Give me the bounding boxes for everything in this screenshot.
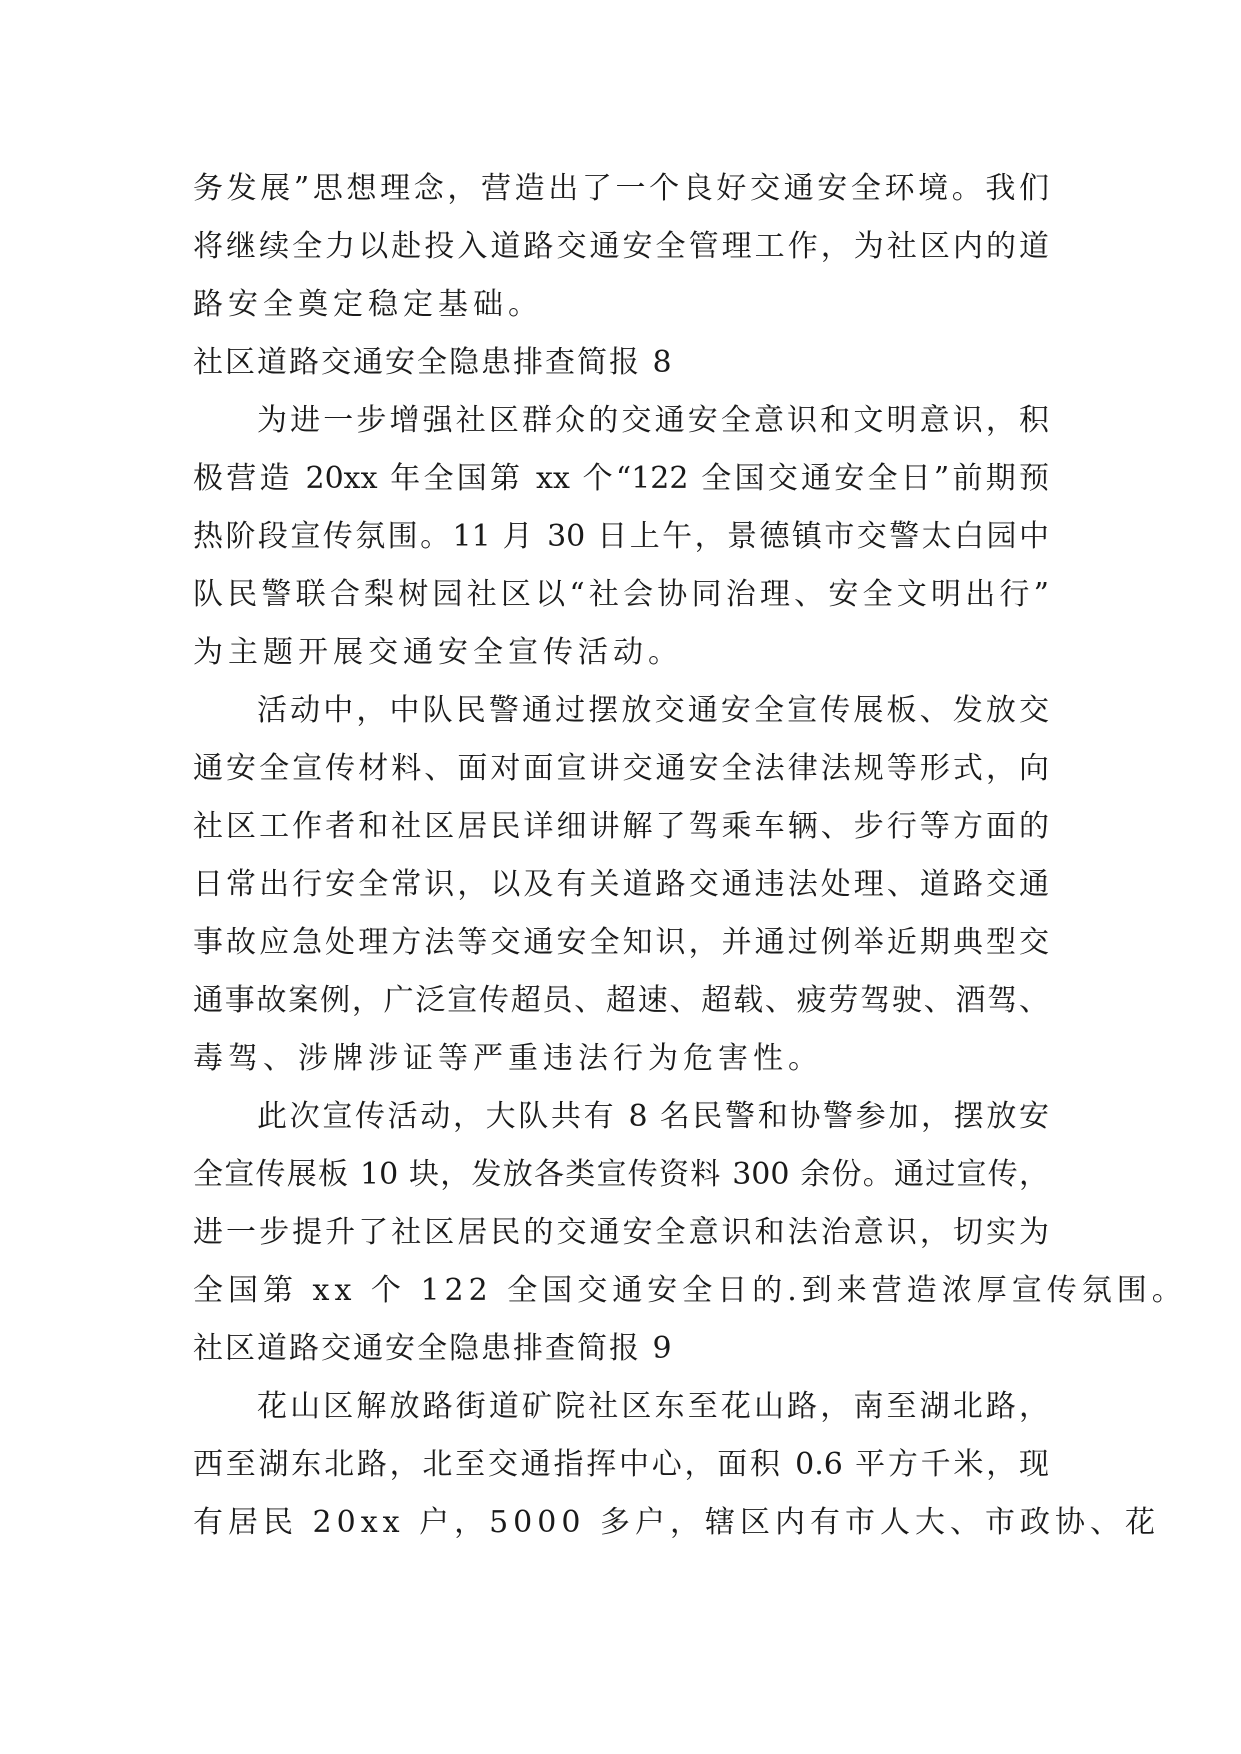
text-line: 事故应急处理方法等交通安全知识，并通过例举近期典型交 [193,925,1049,960]
paragraph-intro-8 [193,392,1049,682]
text-line: 社区工作者和社区居民详细讲解了驾乘车辆、步行等方面的 [193,809,1049,844]
paragraph-intro-9 [193,1378,1160,1552]
text-line: 热阶段宣传氛围。11 月 30 日上午，景德镇市交警太白园中 [193,519,1049,554]
paragraph-continued [193,160,1049,334]
text-line: 将继续全力以赴投入道路交通安全管理工作，为社区内的道 [193,229,1049,264]
text-line: 队民警联合梨树园社区以“社会协同治理、安全文明出行” [193,577,1049,612]
text-line: 西至湖东北路，北至交通指挥中心，面积 0.6 平方千米，现 [193,1447,1049,1482]
text-line: 日常出行安全常识，以及有关道路交通违法处理、道路交通 [193,867,1049,902]
text-line: 务发展”思想理念，营造出了一个良好交通安全环境。我们 [193,171,1049,206]
document-body [193,160,1187,1552]
text-line: 毒驾、涉牌涉证等严重违法行为危害性。 [193,1041,823,1076]
section-heading-8: 社区道路交通安全隐患排查简报 8 [193,345,674,380]
text-line: 为主题开展交通安全宣传活动。 [193,635,683,670]
text-line: 活动中，中队民警通过摆放交通安全宣传展板、发放交 [257,693,1049,728]
text-line: 极营造 20xx 年全国第 xx 个“122 全国交通安全日”前期预 [193,461,1049,496]
text-line: 花山区解放路街道矿院社区东至花山路，南至湖北路， [257,1389,1049,1424]
text-line: 有居民 20xx 户，5000 多户，辖区内有市人大、市政协、花 [193,1505,1160,1540]
text-line: 全宣传展板 10 块，发放各类宣传资料 300 余份。通过宣传， [193,1157,1049,1192]
paragraph-summary-8 [193,1088,1187,1320]
text-line: 此次宣传活动，大队共有 8 名民警和协警参加，摆放安 [257,1099,1049,1134]
text-line: 全国第 xx 个 122 全国交通安全日的.到来营造浓厚宣传氛围。 [193,1273,1187,1308]
text-line: 为进一步增强社区群众的交通安全意识和文明意识，积 [257,403,1049,438]
text-line: 通安全宣传材料、面对面宣讲交通安全法律法规等形式，向 [193,751,1049,786]
text-line: 路安全奠定稳定基础。 [193,287,543,322]
paragraph-activity-8 [193,682,1049,1088]
section-heading-9: 社区道路交通安全隐患排查简报 9 [193,1331,674,1366]
text-line: 进一步提升了社区居民的交通安全意识和法治意识，切实为 [193,1215,1049,1250]
text-line: 通事故案例，广泛宣传超员、超速、超载、疲劳驾驶、酒驾、 [193,983,1049,1018]
